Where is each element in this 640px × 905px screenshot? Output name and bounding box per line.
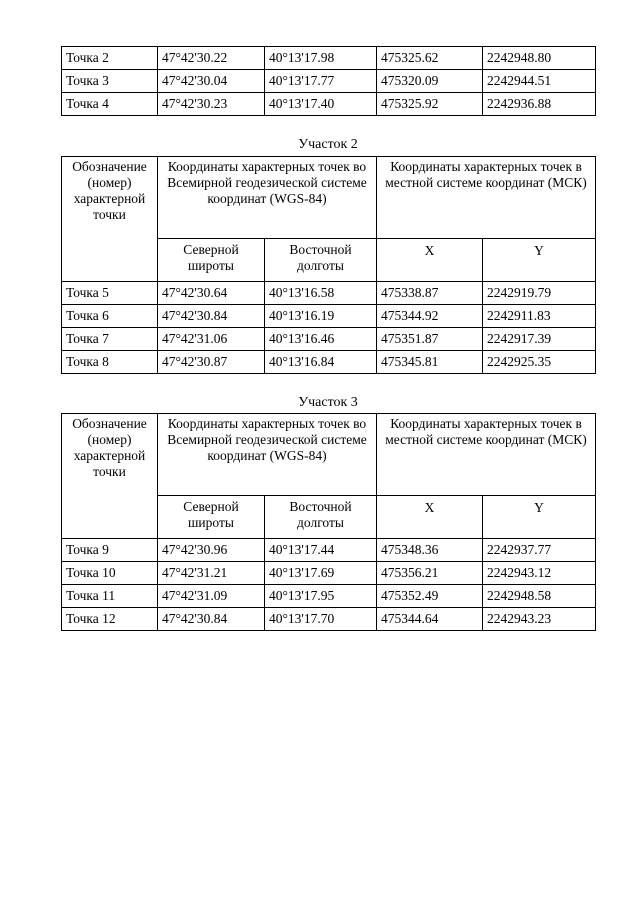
- table-row: [62, 328, 596, 351]
- table-row: [62, 47, 596, 70]
- y-value: 2242948.58: [483, 585, 596, 608]
- y-value: 2242944.51: [483, 70, 596, 93]
- y-value: 2242919.79: [483, 282, 596, 305]
- x-value: 475348.36: [377, 539, 483, 562]
- table-row: [62, 305, 596, 328]
- header-x: X: [377, 496, 483, 539]
- header-msk-coordinates: Координаты характерных точек в местной системе координат (МСК): [377, 157, 596, 239]
- point-name: Точка 7: [62, 328, 158, 351]
- point-name: Точка 8: [62, 351, 158, 374]
- longitude-value: 40°13'16.46: [265, 328, 377, 351]
- table-row: [62, 562, 596, 585]
- x-value: 475351.87: [377, 328, 483, 351]
- coordinates-table-section-2: [61, 156, 596, 374]
- point-name: Точка 2: [62, 47, 158, 70]
- y-value: 2242917.39: [483, 328, 596, 351]
- longitude-value: 40°13'16.19: [265, 305, 377, 328]
- longitude-value: 40°13'17.40: [265, 93, 377, 116]
- header-x: X: [377, 239, 483, 282]
- latitude-value: 47°42'30.84: [158, 305, 265, 328]
- x-value: 475352.49: [377, 585, 483, 608]
- y-value: 2242925.35: [483, 351, 596, 374]
- x-value: 475344.64: [377, 608, 483, 631]
- header-wgs84-coordinates: Координаты характерных точек во Всемирной геодезической системе координат (WGS-84): [158, 414, 377, 496]
- latitude-value: 47°42'31.06: [158, 328, 265, 351]
- coordinates-table-section-1: [61, 46, 596, 116]
- header-row: [62, 157, 596, 239]
- table-row: [62, 351, 596, 374]
- longitude-value: 40°13'17.70: [265, 608, 377, 631]
- header-longitude: Восточной долготы: [265, 496, 377, 539]
- point-name: Точка 12: [62, 608, 158, 631]
- latitude-value: 47°42'30.23: [158, 93, 265, 116]
- longitude-value: 40°13'16.84: [265, 351, 377, 374]
- header-longitude: Восточной долготы: [265, 239, 377, 282]
- latitude-value: 47°42'30.64: [158, 282, 265, 305]
- point-name: Точка 11: [62, 585, 158, 608]
- x-value: 475338.87: [377, 282, 483, 305]
- point-name: Точка 5: [62, 282, 158, 305]
- table-row: [62, 608, 596, 631]
- x-value: 475356.21: [377, 562, 483, 585]
- longitude-value: 40°13'17.95: [265, 585, 377, 608]
- coordinates-table-section-3: [61, 413, 596, 631]
- header-y: Y: [483, 239, 596, 282]
- header-latitude: Северной широты: [158, 496, 265, 539]
- longitude-value: 40°13'17.44: [265, 539, 377, 562]
- table-row: [62, 539, 596, 562]
- x-value: 475344.92: [377, 305, 483, 328]
- latitude-value: 47°42'30.84: [158, 608, 265, 631]
- table-row: [62, 585, 596, 608]
- point-name: Точка 3: [62, 70, 158, 93]
- longitude-value: 40°13'17.77: [265, 70, 377, 93]
- header-latitude: Северной широты: [158, 239, 265, 282]
- latitude-value: 47°42'30.22: [158, 47, 265, 70]
- y-value: 2242911.83: [483, 305, 596, 328]
- x-value: 475345.81: [377, 351, 483, 374]
- x-value: 475325.62: [377, 47, 483, 70]
- table-row: [62, 93, 596, 116]
- table-row: [62, 282, 596, 305]
- header-wgs84-coordinates: Координаты характерных точек во Всемирной геодезической системе координат (WGS-84): [158, 157, 377, 239]
- point-name: Точка 4: [62, 93, 158, 116]
- y-value: 2242943.23: [483, 608, 596, 631]
- longitude-value: 40°13'17.69: [265, 562, 377, 585]
- section-title: Участок 3: [298, 395, 358, 410]
- header-designation: Обозначение (номер) характерной точки: [62, 414, 158, 539]
- longitude-value: 40°13'16.58: [265, 282, 377, 305]
- y-value: 2242948.80: [483, 47, 596, 70]
- header-msk-coordinates: Координаты характерных точек в местной системе координат (МСК): [377, 414, 596, 496]
- header-designation: Обозначение (номер) характерной точки: [62, 157, 158, 282]
- section-title: Участок 2: [298, 137, 358, 152]
- x-value: 475320.09: [377, 70, 483, 93]
- latitude-value: 47°42'31.21: [158, 562, 265, 585]
- point-name: Точка 6: [62, 305, 158, 328]
- latitude-value: 47°42'30.96: [158, 539, 265, 562]
- point-name: Точка 9: [62, 539, 158, 562]
- y-value: 2242943.12: [483, 562, 596, 585]
- y-value: 2242937.77: [483, 539, 596, 562]
- header-y: Y: [483, 496, 596, 539]
- longitude-value: 40°13'17.98: [265, 47, 377, 70]
- point-name: Точка 10: [62, 562, 158, 585]
- latitude-value: 47°42'30.04: [158, 70, 265, 93]
- header-row: [62, 414, 596, 496]
- latitude-value: 47°42'31.09: [158, 585, 265, 608]
- table-row: [62, 70, 596, 93]
- y-value: 2242936.88: [483, 93, 596, 116]
- latitude-value: 47°42'30.87: [158, 351, 265, 374]
- x-value: 475325.92: [377, 93, 483, 116]
